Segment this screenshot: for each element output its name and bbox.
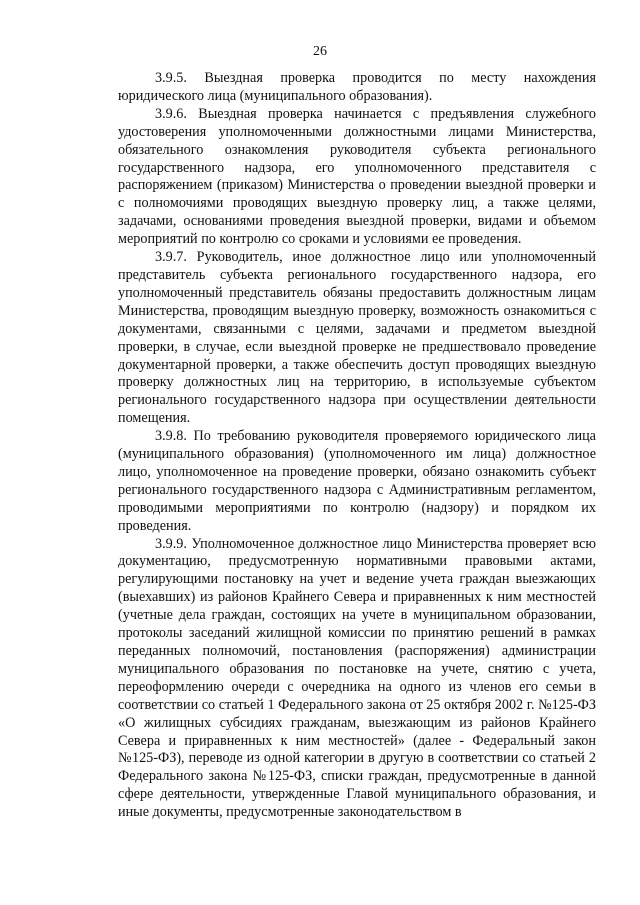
paragraph-3-9-5: 3.9.5. Выездная проверка проводится по месту нахождения юридического лица (муниципального образования). [118, 70, 596, 104]
document-body [118, 70, 596, 822]
paragraph-3-9-6: 3.9.6. Выездная проверка начинается с предъявления служебного удостоверения уполномоченными должностными лицами Министерства, обязательного ознакомления руководителя субъекта регионального государственного надзора, его уполномоченного представителя с распоряжением (приказом) Министерства о проведении выездной проверки и с полномочиями проводящих выездную проверку лиц, а также целями, задачами, основаниями проведения выездной проверки, видами и объемом мероприятий по контролю со сроками и условиями ее проведения. [118, 105, 596, 248]
paragraph-3-9-8: 3.9.8. По требованию руководителя проверяемого юридического лица (муниципального образования) (уполномоченного им лица) должностное лицо, уполномоченное на проведение проверки, обязано ознакомить субъект регионального государственного надзора с Административным регламентом, проводимыми мероприятиями по контролю (надзору) и порядком их проведения. [118, 428, 596, 534]
paragraph-3-9-9: 3.9.9. Уполномоченное должностное лицо Министерства проверяет всю документацию, предусмотренную нормативными правовыми актами, регулирующими постановку на учет и ведение учета граждан выезжающих (выехавших) из районов Крайнего Севера и приравненных к ним местностей (учетные дела граждан, состоящих на учете в муниципальном образовании, протоколы заседаний жилищной комиссии по принятию решений в рамках переданных полномочий, постановления (распоряжения) администрации муниципального образования по постановке на учете, снятию с учета, переоформлению очереди с очередника на одного из членов его семьи в соответствии со статьей 1 Федерального закона от 25 октября 2002 г. №125-ФЗ «О жилищных субсидиях гражданам, выезжающим из районов Крайнего Севера и приравненных к ним местностей» (далее - Федеральный закон №125-ФЗ), переводе из одной категории в другую в соответствии со статьей 2 Федерального закона №125-ФЗ, списки граждан, предусмотренные в данной сфере деятельности, утвержденные Главой муниципального образования, и иные документы, предусмотренные законодательством в [118, 535, 596, 821]
paragraph-3-9-7: 3.9.7. Руководитель, иное должностное лицо или уполномоченный представитель субъекта регионального государственного надзора, его уполномоченный представитель обязаны предоставить должностным лицам Министерства, проводящим выездную проверку, возможность ознакомиться с документами, связанными с целями, задачами и предметом выездной проверки, в случае, если выездной проверке не предшествовало проведение документарной проверки, а также обеспечить доступ проводящих выездную проверку должностных лиц на территорию, в используемые субъектом регионального государственного надзора при осуществлении деятельности помещения. [118, 249, 596, 427]
page-number: 26 [313, 44, 327, 59]
